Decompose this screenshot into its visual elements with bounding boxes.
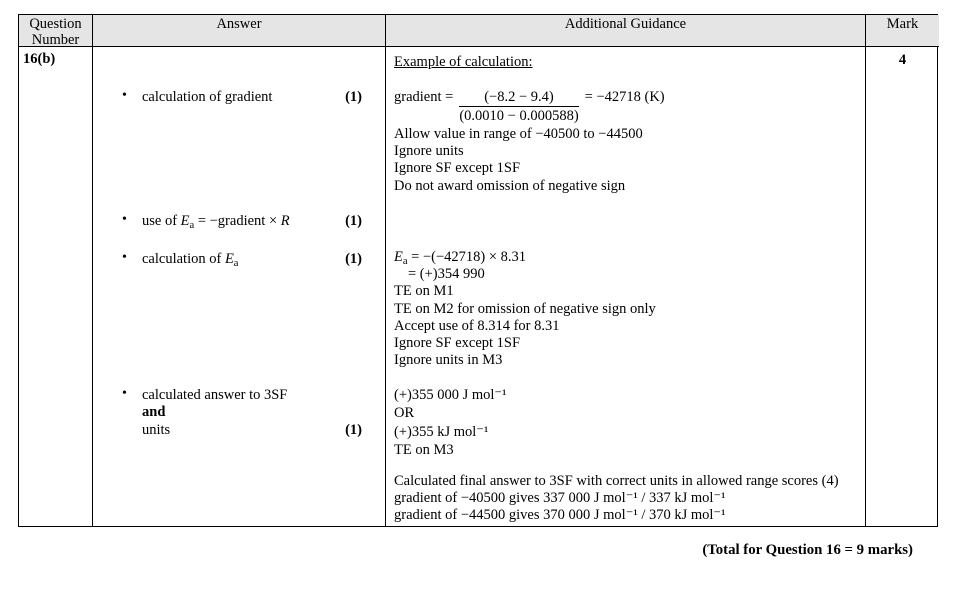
answer-bullet-final-answer [93, 387, 385, 439]
header-question-line1: Question [29, 16, 82, 32]
answer-bullet-use-of-ea-text: use of $E_a$ = −gradient × R [142, 213, 290, 231]
gradient-equation-lhs: gradient = [394, 89, 454, 105]
gradient-equation-result: = −42718 (K) [584, 89, 665, 105]
guidance-line: Ignore units in M3 [394, 352, 503, 369]
guidance-line: Ignore units [394, 143, 464, 160]
bullet-icon: • [122, 88, 127, 103]
mark-scheme-table [18, 14, 938, 527]
answer-bullet-gradient [93, 89, 385, 106]
answer-bullet-gradient-text: calculation of gradient [142, 89, 273, 105]
guidance-cell [386, 47, 866, 526]
guidance-line: TE on M1 [394, 283, 454, 300]
answer-cell [93, 47, 386, 526]
guidance-line: OR [394, 405, 415, 422]
guidance-line: (+)355 kJ mol⁻¹ [394, 423, 489, 440]
header-question-number [19, 15, 93, 47]
guidance-line: Ignore SF except 1SF [394, 335, 521, 352]
guidance-line: gradient of −40500 gives 337 000 J mol⁻¹ / 337 kJ mol⁻¹ [394, 490, 726, 507]
mark-point-1: (1) [345, 89, 362, 105]
bullet-icon: • [122, 250, 127, 265]
answer-bullet-calc-ea [93, 251, 385, 268]
ea-equation: $E_a = -(-42718) \times 8.31$ [394, 249, 527, 267]
header-additional-guidance: Additional Guidance [386, 15, 866, 47]
guidance-block-range-summary [394, 473, 861, 525]
mark-point-3: (1) [345, 251, 362, 267]
guidance-line: Do not award omission of negative sign [394, 177, 626, 194]
ea-equation-result: = (+)354 990 [408, 266, 485, 283]
gradient-fraction [459, 89, 578, 125]
question-number: 16(b) [23, 51, 56, 67]
fraction-denominator: (0.0010 − 0.000588) [459, 108, 579, 124]
bullet-icon: • [122, 386, 127, 401]
guidance-block-ea-calculation [394, 249, 861, 369]
guidance-block-final-values [394, 386, 861, 459]
header-question-line2: Number [31, 31, 80, 48]
guidance-line: TE on M3 [394, 441, 454, 458]
header-answer: Answer [93, 15, 386, 47]
guidance-line: Accept use of 8.314 for 8.31 [394, 317, 560, 334]
guidance-line: (+)355 000 J mol⁻¹ [394, 387, 507, 403]
guidance-line: Ignore SF except 1SF [394, 160, 521, 177]
mark-point-2: (1) [345, 213, 362, 229]
mark-cell [866, 47, 939, 526]
guidance-line: gradient of −44500 gives 370 000 J mol⁻¹ / 370 kJ mol⁻¹ [394, 507, 726, 524]
guidance-line: Allow value in range of −40500 to −44500 [394, 126, 643, 142]
guidance-line: TE on M2 for omission of negative sign only [394, 300, 656, 317]
answer-bullet-calc-ea-text: calculation of $E_a$ [142, 251, 239, 269]
example-heading: Example of calculation: [394, 54, 533, 70]
total-marks-line: (Total for Question 16 = 9 marks) [702, 542, 913, 558]
answer-bullet-use-of-ea [93, 213, 385, 230]
question-number-cell [19, 47, 93, 526]
gradient-equation [394, 89, 861, 125]
guidance-block-gradient-rules [394, 126, 861, 195]
bullet-icon: • [122, 212, 127, 227]
mark-value: 4 [898, 52, 907, 68]
header-mark: Mark [866, 15, 939, 47]
mark-point-4: (1) [345, 422, 362, 438]
fraction-numerator: (−8.2 − 9.4) [459, 89, 578, 107]
guidance-line: Calculated final answer to 3SF with correct units in allowed range scores (4) [394, 473, 839, 489]
answer-bullet-final-answer-text: calculated answer to 3SF and units [142, 387, 288, 438]
